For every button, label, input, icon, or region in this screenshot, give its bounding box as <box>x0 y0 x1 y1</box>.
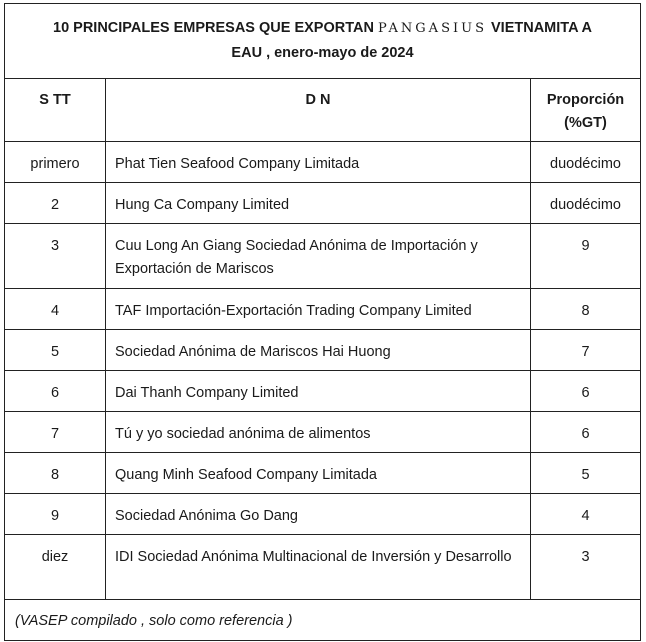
cell-share: 6 <box>531 371 641 412</box>
table-row <box>5 330 641 371</box>
cell-share: 5 <box>531 453 641 494</box>
cell-share: 9 <box>531 224 641 289</box>
header-proporcion-unit: (%GT) <box>564 115 607 131</box>
title-row <box>5 4 641 79</box>
cell-share: duodécimo <box>531 183 641 224</box>
cell-stt: 9 <box>5 494 106 535</box>
cell-company: IDI Sociedad Anónima Multinacional de Inversión y Desarrollo <box>106 535 531 600</box>
exporters-table <box>4 3 641 641</box>
cell-company: Dai Thanh Company Limited <box>106 371 531 412</box>
title-spaced-word: PANGASIUS <box>377 21 487 36</box>
cell-stt: 3 <box>5 224 106 289</box>
cell-company: Phat Tien Seafood Company Limitada <box>106 142 531 183</box>
header-proporcion-label: Proporción <box>546 92 625 108</box>
table-row <box>5 142 641 183</box>
cell-share: 3 <box>531 535 641 600</box>
cell-company: Cuu Long An Giang Sociedad Anónima de Importación y Exportación de Mariscos <box>106 224 531 289</box>
cell-stt: primero <box>5 142 106 183</box>
cell-stt: 6 <box>5 371 106 412</box>
cell-company: Sociedad Anónima Go Dang <box>106 494 531 535</box>
table-row <box>5 289 641 330</box>
cell-share: 4 <box>531 494 641 535</box>
cell-stt: 8 <box>5 453 106 494</box>
header-row <box>5 79 641 142</box>
header-proporcion <box>531 79 641 142</box>
title-part2: VIETNAMITA A <box>491 20 592 36</box>
document <box>4 3 640 641</box>
table-row <box>5 494 641 535</box>
table-row <box>5 535 641 600</box>
cell-company: Sociedad Anónima de Mariscos Hai Huong <box>106 330 531 371</box>
table-title <box>5 4 641 79</box>
cell-stt: 4 <box>5 289 106 330</box>
table-row <box>5 183 641 224</box>
header-stt: S TT <box>5 79 106 142</box>
table-row <box>5 412 641 453</box>
source-note: (VASEP compilado , solo como referencia ) <box>5 600 641 641</box>
cell-company: Hung Ca Company Limited <box>106 183 531 224</box>
note-row <box>5 600 641 641</box>
cell-stt: diez <box>5 535 106 600</box>
cell-share: 8 <box>531 289 641 330</box>
title-part1: 10 PRINCIPALES EMPRESAS QUE EXPORTAN <box>53 20 374 36</box>
cell-company: Quang Minh Seafood Company Limitada <box>106 453 531 494</box>
table-row <box>5 453 641 494</box>
cell-stt: 7 <box>5 412 106 453</box>
cell-share: duodécimo <box>531 142 641 183</box>
cell-stt: 2 <box>5 183 106 224</box>
cell-stt: 5 <box>5 330 106 371</box>
cell-company: TAF Importación-Exportación Trading Company Limited <box>106 289 531 330</box>
table-row <box>5 371 641 412</box>
cell-share: 6 <box>531 412 641 453</box>
table-row <box>5 224 641 289</box>
title-line2: EAU , enero-mayo de 2024 <box>231 45 414 61</box>
cell-company: Tú y yo sociedad anónima de alimentos <box>106 412 531 453</box>
header-dn: D N <box>106 79 531 142</box>
cell-share: 7 <box>531 330 641 371</box>
